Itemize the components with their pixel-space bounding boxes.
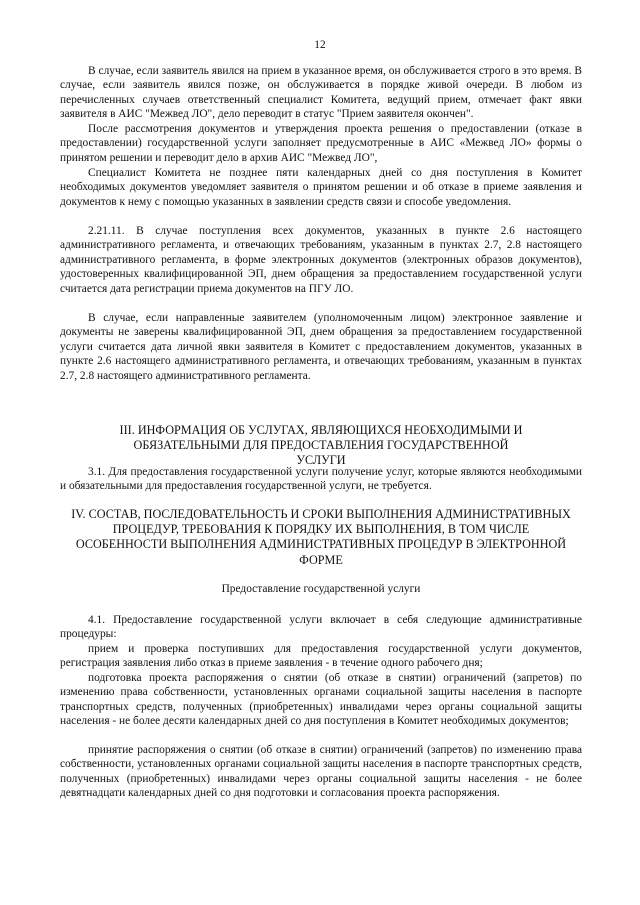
paragraph-decision-archive: После рассмотрения документов и утверждения проекта решения о предоставлении (отказе в предоставлении) государственной услуги заполняет предусмотренные в АИС «Межвед ЛО» формы о принятом решении и переводит дело в архив АИС "Межвед ЛО", [60, 123, 582, 164]
section-4-heading: IV. СОСТАВ, ПОСЛЕДОВАТЕЛЬНОСТЬ И СРОКИ ВЫПОЛНЕНИЯ АДМИНИСТРАТИВНЫХ ПРОЦЕДУР, ТРЕБОВАНИЯ К ПОРЯДКУ ИХ ВЫПОЛНЕНИЯ, В ТОМ ЧИСЛЕ ОСОБЕННОСТИ ВЫПОЛНЕНИЯ АДМИНИСТРАТИВНЫХ ПРОЦЕДУР В ЭЛЕКТРОННОЙ ФОРМЕ [71, 507, 571, 567]
subsection-heading: Предоставление государственной услуги [221, 583, 421, 595]
paragraph-4-1: 4.1. Предоставление государственной услуги включает в себя следующие административные процедуры: [60, 614, 582, 641]
procedure-item-adopt-order: принятие распоряжения о снятии (об отказе в снятии) ограничений (запретов) по изменению права собственности, установленных органами социальной защиты населения в паспорте транспортных средств, полученных (приобретенных) инвалидами через органы социальной защиты населения - не более девятнадцати календарных дней со дня подготовки и согласования проекта распоряжения. [60, 744, 582, 800]
paragraph-reception-order: В случае, если заявитель явился на прием в указанное время, он обслуживается строго в это время. В случае, если заявитель явился позже, он обслуживается в порядке живой очереди. В любом из перечисленных случаев ответственный специалист Комитета, ведущий прием, отмечает факт явки заявителя в АИС "Межвед ЛО", дело переводит в статус "Прием заявителя окончен". [60, 65, 582, 121]
paragraph-notification: Специалист Комитета не позднее пяти календарных дней со дня поступления в Комитет необходимых документов уведомляет заявителя о принятом решении и об отказе в приеме заявления и документов к нему с помощью указанных в заявлении средств связи и способе уведомления. [60, 167, 582, 208]
paragraph-2-21-11: 2.21.11. В случае поступления всех документов, указанных в пункте 2.6 настоящего административного регламента, и отвечающих требованиям, указанным в пунктах 2.7, 2.8 настоящего административного регламента, в форме электронных документов (электронных образов документов), удостоверенных квалифицированной ЭП, днем обращения за предоставлением государственной услуги считается дата регистрации приема документов на ПГУ ЛО. [60, 225, 582, 295]
paragraph-3-1: 3.1. Для предоставления государственной услуги получение услуг, которые являются необходимыми и обязательными для предоставления государственной услуги, не требуется. [60, 466, 582, 493]
page-number: 12 [314, 39, 326, 51]
section-3-heading: III. ИНФОРМАЦИЯ ОБ УСЛУГАХ, ЯВЛЯЮЩИХСЯ НЕОБХОДИМЫМИ И ОБЯЗАТЕЛЬНЫМИ ДЛЯ ПРЕДОСТАВЛЕНИЯ ГОСУДАРСТВЕННОЙ УСЛУГИ [119, 423, 523, 468]
procedure-item-draft-order: подготовка проекта распоряжения о снятии (об отказе в снятии) ограничений (запретов) по изменению права собственности, установленных органами социальной защиты населения в паспорте транспортных средств, полученных (приобретенных) инвалидами через органы социальной защиты населения - не более десяти календарных дней со дня поступления в Комитет необходимых документов; [60, 672, 582, 728]
procedure-item-reception: прием и проверка поступивших для предоставления государственной услуги документов, регистрация заявления либо отказ в приеме заявления - в течение одного рабочего дня; [60, 643, 582, 670]
paragraph-unsigned-documents: В случае, если направленные заявителем (уполномоченным лицом) электронное заявление и документы не заверены квалифицированной ЭП, днем обращения за предоставлением государственной услуги считается дата личной явки заявителя в Комитет с предоставлением документов, указанных в пункте 2.6 настоящего административного регламента, и отвечающих требованиям, указанным в пунктах 2.7, 2.8 настоящего административного регламента. [60, 312, 582, 382]
